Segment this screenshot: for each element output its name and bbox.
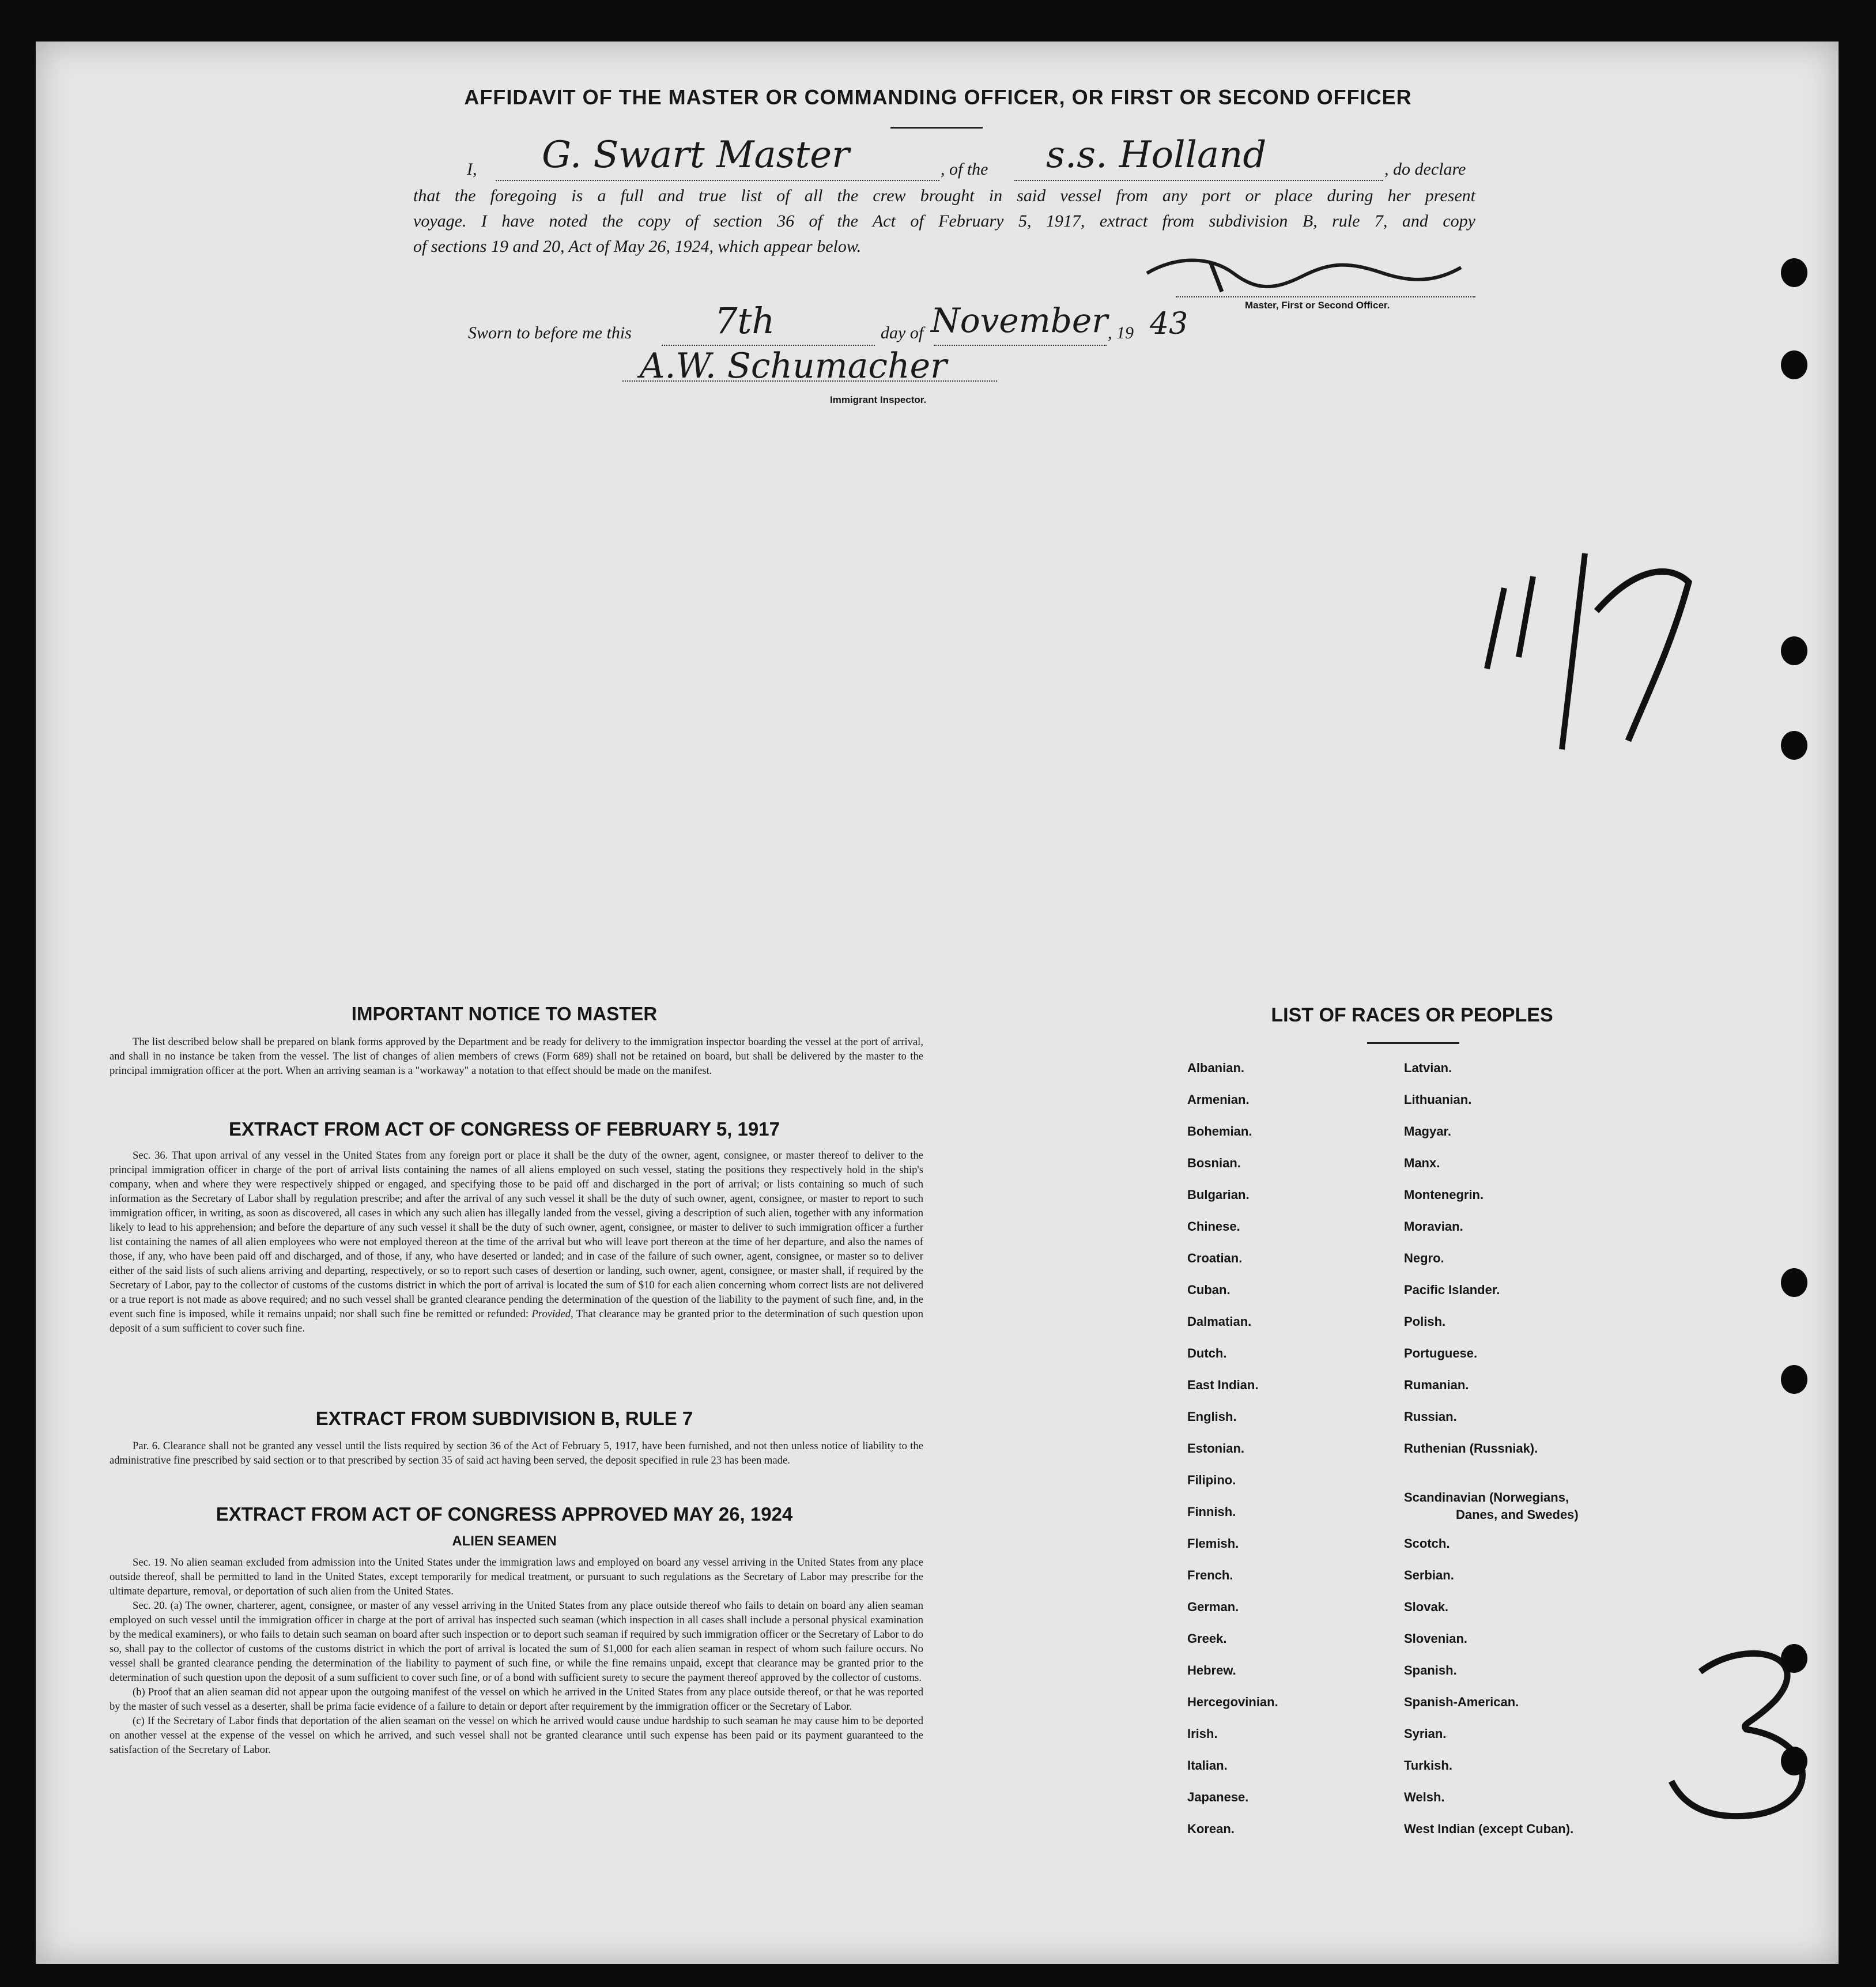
races-title-rule — [1367, 1042, 1459, 1044]
sec20b-paragraph: (b) Proof that an alien seaman did not appear upon the outgoing manifest of the vessel on which he arrived in the United States from any place outside thereof, or that he was reported by the master of such vessel as a deserter, shall be prima facie evidence of a failure to detain or deport after requirement by the immigration officer or the Secretary of Labor. — [110, 1686, 923, 1713]
race-item: Latvian. — [1404, 1061, 1452, 1075]
notice-title: IMPORTANT NOTICE TO MASTER — [351, 1003, 658, 1024]
affidavit-title: AFFIDAVIT OF THE MASTER OR COMMANDING OFFICER, OR FIRST OR SECOND OFFICER — [464, 85, 1412, 109]
race-item: Cuban. — [1187, 1283, 1230, 1297]
extract-1917-paragraph: Sec. 36. That upon arrival of any vessel in the United States from any foreign port or place it shall be the duty of the owner, agent, consignee, or master thereof to deliver to the principal immigration officer in charge of the port of arrival lists containing the names of all aliens employed on such vessel, stating the positions they respectively hold in the ship's company, when and where they were respectively shipped or engaged, and specifying those to be paid off and discharged in the port of arrival; or lists containing so much of such information as the Secretary of Labor shall by regulation prescribe; and after the arrival of any such vessel it shall be the duty of such owner, agent, consignee, or master to report to such immigration officer, in writing, as soon as discovered, all cases in which any such alien has illegally landed from the vessel, giving a description of such alien, together with any information likely to lead to his apprehension; and before the departure of any such vessel it shall be the duty of such owner, agent, consignee, or master to deliver to such immigration officer a further list containing the names of all alien employees who were not employed thereon at the time of the arrival but who will leave port thereon at the time of her departure, and also the names of those, if any, who have been paid off and discharged, and of those, if any, who have deserted or landed; and in case of the failure of such owner, agent, consignee, or master so to deliver either of the said lists of such aliens arriving and departing, respectively, or so to report such cases of desertion or landing, such owner, agent, consignee, or master shall, if required by the Secretary of Labor, pay to the collector of customs of the customs district in which the port of arrival is located the sum of $10 for each alien concerning whom correct lists are not delivered or a true report is not made as above required; and no such vessel shall be granted clearance pending the determination of the question of the liability to the payment of such fine, and, in the event such fine is imposed, while it remains unpaid; nor shall such fine be remitted or refunded: Provided, That clearance may be granted prior to the determination of such question upon deposit of a sum sufficient to cover such fine. — [110, 1149, 923, 1334]
race-item: Bosnian. — [1187, 1156, 1241, 1170]
race-item: Moravian. — [1404, 1219, 1463, 1234]
punch-hole — [1781, 350, 1807, 379]
race-item: Flemish. — [1187, 1536, 1239, 1551]
race-item: Bohemian. — [1187, 1124, 1252, 1138]
inspector-caption: Immigrant Inspector. — [830, 394, 927, 405]
race-item: Magyar. — [1404, 1124, 1451, 1138]
vessel-name-handwriting: s.s. Holland — [1046, 134, 1267, 176]
declaration-line-4: of sections 19 and 20, Act of May 26, 1924, which appear below. — [413, 237, 862, 256]
extract-1917-title: EXTRACT FROM ACT OF CONGRESS OF FEBRUARY 5, 1917 — [229, 1118, 780, 1140]
race-item: Slovenian. — [1404, 1631, 1468, 1646]
race-item: Scotch. — [1404, 1536, 1450, 1551]
race-item: Turkish. — [1404, 1758, 1452, 1773]
race-item: Dutch. — [1187, 1346, 1227, 1360]
race-item: Negro. — [1404, 1251, 1444, 1265]
month-handwriting: November — [931, 301, 1108, 340]
extract-rule7-title: EXTRACT FROM SUBDIVISION B, RULE 7 — [315, 1408, 693, 1429]
race-item: Pacific Islander. — [1404, 1283, 1500, 1297]
race-item: German. — [1187, 1600, 1239, 1614]
race-item: Armenian. — [1187, 1092, 1250, 1107]
race-item: Dalmatian. — [1187, 1314, 1252, 1329]
race-item: Irish. — [1187, 1726, 1218, 1741]
inspector-handwriting: A.W. Schumacher — [640, 346, 947, 386]
race-item: Greek. — [1187, 1631, 1227, 1646]
extract-rule7-paragraph: Par. 6. Clearance shall not be granted any vessel until the lists required by section 36 of the Act of February 5, 1917, have been furnished, and not then unless notice of liability to the administrative fine prescribed by said section or to that prescribed by section 35 of said act having been served, the deposit specified in rule 23 has been made. — [110, 1440, 923, 1466]
race-item: Slovak. — [1404, 1600, 1449, 1614]
races-title: LIST OF RACES OR PEOPLES — [1271, 1004, 1553, 1026]
sec20c-paragraph: (c) If the Secretary of Labor finds that deportation of the alien seaman on the vessel on which he arrived would cause undue hardship to such seaman he may cause him to be deported on another vessel at the expense of the vessel on which he arrived, and such vessel shall not be granted clearance until such expense has been paid or its payment guaranteed to the satisfaction of the Secretary of Labor. — [110, 1715, 923, 1756]
race-item: Japanese. — [1187, 1790, 1249, 1804]
notice-text — [110, 1035, 923, 1078]
extract-1924-title: EXTRACT FROM ACT OF CONGRESS APPROVED MAY 26, 1924 — [216, 1503, 793, 1525]
race-item: Spanish-American. — [1404, 1695, 1519, 1709]
race-item: Albanian. — [1187, 1061, 1245, 1075]
race-item: Danes, and Swedes) — [1456, 1507, 1579, 1522]
race-item: Filipino. — [1187, 1473, 1236, 1487]
race-item: English. — [1187, 1409, 1237, 1424]
year-handwriting: 43 — [1150, 307, 1188, 341]
declaration-prefix: I, — [467, 160, 477, 179]
sec20a-paragraph: Sec. 20. (a) The owner, charterer, agent, consignee, or master of any vessel arriving in the United States from any place outside thereof who fails to detain on board any alien seaman employed on such vessel until the immigration officer in charge at the port of arrival has inspected such seaman (which inspection in all cases shall include a personal physical examination by the medical examiners), or who fails to detain such seaman on board after such inspection or to deport such seaman if required by such immigration officer or the Secretary of Labor to do so, shall pay to the collector of customs of the customs district in which the port of arrival is located the sum of $1,000 for each alien seaman in respect of whom such failure occurs. No vessel shall be granted clearance pending the determination of the liability to payment of such fine, or while the fine remains unpaid, except that clearance may be granted prior to the determination of such question upon the deposit of a sum sufficient to cover such fine, or of a bond with sufficient surety to secure the payment thereof approved by the collector of customs. — [110, 1600, 923, 1684]
race-item: Syrian. — [1404, 1726, 1447, 1741]
title-rule — [890, 127, 983, 129]
race-item: Estonian. — [1187, 1441, 1245, 1456]
punch-hole — [1781, 258, 1807, 287]
extract-1924-text — [110, 1555, 923, 1757]
punch-hole — [1781, 636, 1807, 665]
race-item: Polish. — [1404, 1314, 1446, 1329]
race-item: Lithuanian. — [1404, 1092, 1472, 1107]
master-name-handwriting: G. Swart Master — [542, 134, 850, 176]
punch-hole — [1781, 731, 1807, 760]
signature-line — [1176, 270, 1475, 297]
race-item: Rumanian. — [1404, 1378, 1469, 1392]
year-prefix: , 19 — [1108, 323, 1134, 342]
race-item: Scandinavian (Norwegians, — [1404, 1490, 1569, 1505]
race-item: Russian. — [1404, 1409, 1457, 1424]
punch-hole — [1781, 1644, 1807, 1673]
race-item: Montenegrin. — [1404, 1187, 1484, 1202]
punch-hole — [1781, 1268, 1807, 1297]
declaration-line-3: voyage. I have noted the copy of section 36 of the Act of February 5, 1917, extract from subdivision B, rule 7, and copy — [413, 212, 1475, 231]
race-item: Croatian. — [1187, 1251, 1243, 1265]
day-of-text: day of — [881, 323, 924, 342]
of-the-text: , of the — [941, 160, 988, 179]
race-item: Hercegovinian. — [1187, 1695, 1278, 1709]
race-item: French. — [1187, 1568, 1233, 1582]
handwritten-number-3 — [1660, 1637, 1833, 1827]
race-item: Ruthenian (Russniak). — [1404, 1441, 1538, 1456]
extract-rule7-text — [110, 1439, 923, 1468]
race-item: Bulgarian. — [1187, 1187, 1250, 1202]
notice-paragraph: The list described below shall be prepared on blank forms approved by the Department and be ready for delivery to the immigration inspector boarding the vessel at the port of arrival, and shall in no instance be taken from the vessel. The list of changes of alien members of crews (Form 689) shall not be retained on board, but shall be delivered by the master to the principal immigration officer at the port. When an arriving seaman is a "workaway" a notation to that effect should be made on the manifest. — [110, 1036, 923, 1077]
race-item: Korean. — [1187, 1822, 1235, 1836]
race-item: Hebrew. — [1187, 1663, 1236, 1677]
race-item: East Indian. — [1187, 1378, 1259, 1392]
sworn-prefix: Sworn to before me this — [468, 323, 632, 342]
sec19-paragraph: Sec. 19. No alien seaman excluded from admission into the United States under the immigration laws and employed on board any vessel arriving in the United States from any place outside thereof, shall be permitted to land in the United States, except temporarily for medical treatment, or pursuant to such regulations as the Secretary of Labor may prescribe for the ultimate departure, removal, or deportation of such alien from the United States. — [110, 1556, 923, 1597]
extract-1924-subtitle: ALIEN SEAMEN — [452, 1533, 557, 1549]
signature-caption: Master, First or Second Officer. — [1245, 300, 1390, 311]
inspector-line — [622, 356, 997, 382]
do-declare-text: , do declare — [1384, 160, 1466, 179]
race-item: Manx. — [1404, 1156, 1440, 1170]
extract-1917-text — [110, 1148, 923, 1336]
punch-hole — [1781, 1747, 1807, 1775]
punch-hole — [1781, 1365, 1807, 1394]
race-item: Portuguese. — [1404, 1346, 1478, 1360]
race-item: West Indian (except Cuban). — [1404, 1822, 1574, 1836]
race-item: Finnish. — [1187, 1505, 1236, 1519]
race-item: Welsh. — [1404, 1790, 1445, 1804]
day-handwriting: 7th — [715, 300, 775, 342]
race-item: Serbian. — [1404, 1568, 1454, 1582]
race-item: Chinese. — [1187, 1219, 1240, 1234]
race-item: Spanish. — [1404, 1663, 1457, 1677]
race-item: Italian. — [1187, 1758, 1228, 1773]
declaration-line-2: that the foregoing is a full and true list of all the crew brought in said vessel from any port or place during her present — [413, 186, 1475, 205]
